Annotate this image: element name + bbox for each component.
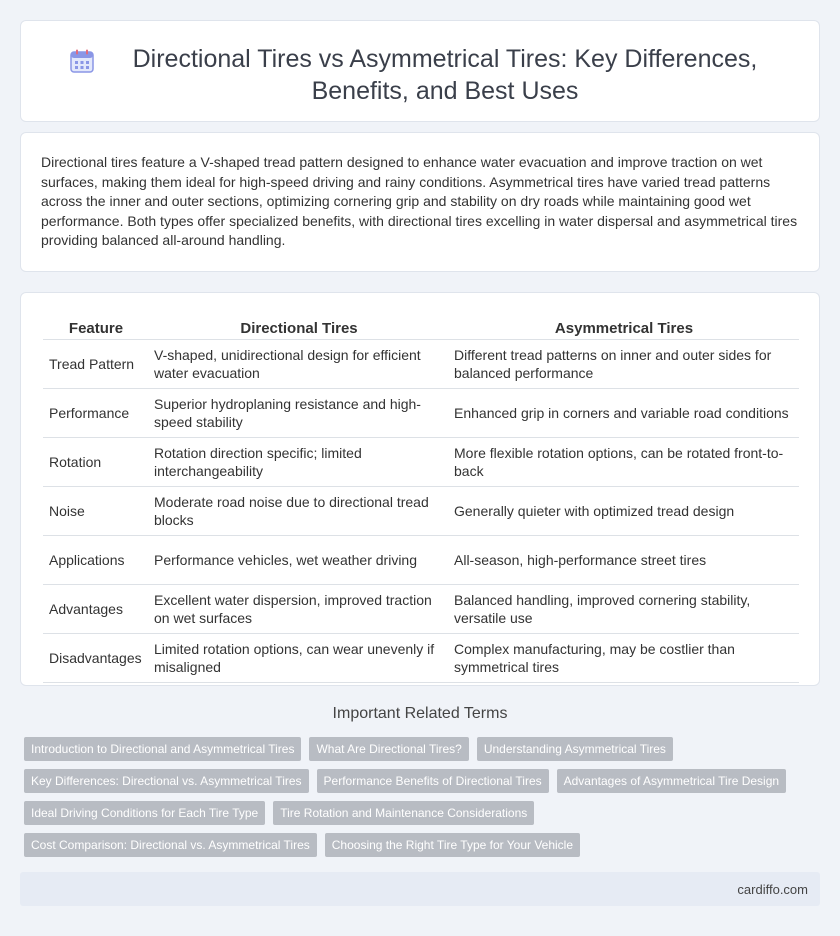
related-term-link[interactable]: Understanding Asymmetrical Tires: [477, 737, 673, 761]
header-card: [20, 20, 820, 122]
row-feature: Performance: [43, 388, 149, 437]
row-directional: V-shaped, unidirectional design for efficient water evacuation: [149, 339, 449, 388]
row-directional: Moderate road noise due to directional tread blocks: [149, 486, 449, 535]
related-terms-list: [24, 737, 804, 857]
comparison-table: [43, 317, 799, 683]
row-asymmetrical: Balanced handling, improved cornering stability, versatile use: [449, 584, 799, 633]
related-term-link[interactable]: Tire Rotation and Maintenance Considerations: [273, 801, 534, 825]
row-asymmetrical: Different tread patterns on inner and outer sides for balanced performance: [449, 339, 799, 388]
row-asymmetrical: Generally quieter with optimized tread design: [449, 486, 799, 535]
row-feature: Disadvantages: [43, 633, 149, 682]
row-feature: Applications: [43, 535, 149, 584]
related-term-link[interactable]: Ideal Driving Conditions for Each Tire Type: [24, 801, 265, 825]
table-row: [43, 633, 799, 682]
related-term-link[interactable]: Choosing the Right Tire Type for Your Vehicle: [325, 833, 580, 857]
row-asymmetrical: Enhanced grip in corners and variable road conditions: [449, 388, 799, 437]
header-feature: Feature: [43, 317, 149, 339]
table-row: [43, 388, 799, 437]
related-term-link[interactable]: Key Differences: Directional vs. Asymmetrical Tires: [24, 769, 309, 793]
comparison-table-card: [20, 292, 820, 686]
row-asymmetrical: All-season, high-performance street tires: [449, 535, 799, 584]
intro-text: Directional tires feature a V-shaped tread pattern designed to enhance water evacuation and improve traction on wet surfaces, making them ideal for high-speed driving and rainy conditions. Asymmetrical tires have varied tread patterns across the inner and outer sections, optimizing cornering grip and stability on dry roads while maintaining good wet performance. Both types offer specialized benefits, with directional tires excelling in water dispersal and asymmetrical tires providing balanced all-around handling.: [41, 154, 798, 248]
table-header-row: [43, 317, 799, 339]
page-title: Directional Tires vs Asymmetrical Tires: Key Differences, Benefits, and Best Uses: [132, 45, 758, 105]
table-row: [43, 535, 799, 584]
footer: [20, 872, 820, 906]
header-asymmetrical: Asymmetrical Tires: [449, 317, 799, 339]
row-feature: Noise: [43, 486, 149, 535]
table-row: [43, 584, 799, 633]
header-directional: Directional Tires: [149, 317, 449, 339]
row-directional: Excellent water dispersion, improved traction on wet surfaces: [149, 584, 449, 633]
related-term-link[interactable]: Advantages of Asymmetrical Tire Design: [557, 769, 786, 793]
row-asymmetrical: Complex manufacturing, may be costlier than symmetrical tires: [449, 633, 799, 682]
row-directional: Rotation direction specific; limited interchangeability: [149, 437, 449, 486]
related-terms-title: Important Related Terms: [332, 705, 508, 722]
row-feature: Rotation: [43, 437, 149, 486]
related-term-link[interactable]: Cost Comparison: Directional vs. Asymmetrical Tires: [24, 833, 317, 857]
row-feature: Advantages: [43, 584, 149, 633]
table-row: [43, 437, 799, 486]
row-directional: Superior hydroplaning resistance and high-speed stability: [149, 388, 449, 437]
related-term-link[interactable]: What Are Directional Tires?: [309, 737, 468, 761]
related-term-link[interactable]: Introduction to Directional and Asymmetrical Tires: [24, 737, 301, 761]
row-asymmetrical: More flexible rotation options, can be rotated front-to-back: [449, 437, 799, 486]
footer-site-link[interactable]: cardiffo.com: [737, 882, 808, 897]
row-feature: Tread Pattern: [43, 339, 149, 388]
related-term-link[interactable]: Performance Benefits of Directional Tires: [317, 769, 549, 793]
row-directional: Limited rotation options, can wear unevenly if misaligned: [149, 633, 449, 682]
table-row: [43, 339, 799, 388]
row-directional: Performance vehicles, wet weather driving: [149, 535, 449, 584]
intro-card: [20, 132, 820, 272]
table-row: [43, 486, 799, 535]
